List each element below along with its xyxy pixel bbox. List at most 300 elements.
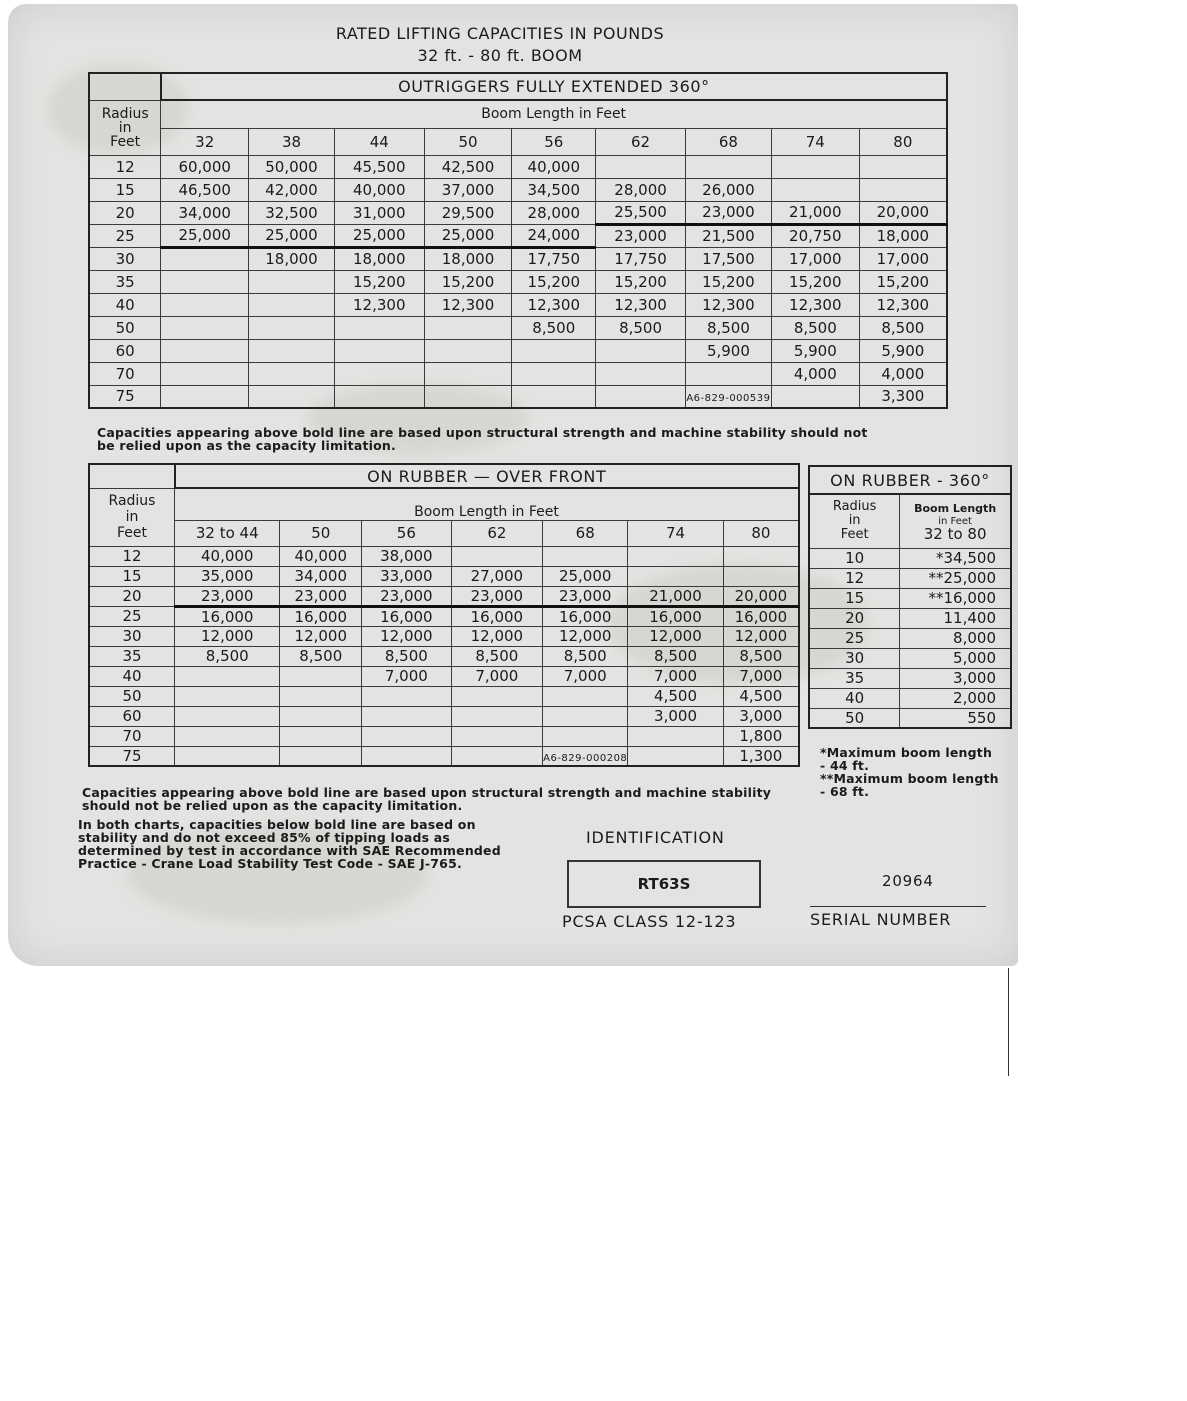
capacity-cell: 25,000 [334, 224, 424, 247]
capacity-cell: 5,900 [685, 339, 771, 362]
outriggers-note: Capacities appearing above bold line are based upon structural strength and machine stability should not be relied upon as the capacity limitation. [97, 425, 868, 453]
capacity-cell: 15,200 [512, 270, 596, 293]
radius-cell: 20 [809, 608, 900, 628]
radius-cell: 50 [89, 686, 175, 706]
capacity-cell [771, 155, 859, 178]
capacity-cell: 12,300 [512, 293, 596, 316]
capacity-cell [596, 362, 686, 385]
radius-cell: 12 [89, 546, 175, 566]
table-row [89, 546, 799, 566]
radius-cell: 50 [809, 708, 900, 728]
capacity-cell [249, 293, 335, 316]
capacity-cell [362, 726, 452, 746]
table-row [89, 224, 947, 247]
capacity-cell: 8,500 [723, 646, 799, 666]
capacity-cell [161, 339, 249, 362]
capacity-cell [362, 706, 452, 726]
table-row [89, 339, 947, 362]
capacity-cell: 15,200 [859, 270, 947, 293]
capacity-cell: 20,000 [859, 201, 947, 224]
over-front-title: ON RUBBER — OVER FRONT [175, 464, 799, 488]
capacity-cell: 29,500 [424, 201, 512, 224]
radius-label-in: in [848, 513, 861, 529]
radius-cell: 20 [89, 586, 175, 606]
capacity-cell: 1,800 [723, 726, 799, 746]
serial-number-value: 20964 [882, 872, 934, 890]
capacity-cell: 16,000 [628, 606, 723, 626]
table-row [89, 201, 947, 224]
capacity-cell: 8,500 [685, 316, 771, 339]
radius-label: Radius [832, 499, 877, 515]
capacity-cell: 23,000 [362, 586, 452, 606]
radius-cell: 35 [809, 668, 900, 688]
capacity-cell: 25,500 [596, 201, 686, 224]
capacity-cell [451, 686, 543, 706]
table-row [89, 178, 947, 201]
capacity-cell [543, 726, 628, 746]
table-row [809, 608, 1011, 628]
capacity-cell: 23,000 [175, 586, 280, 606]
capacity-cell [424, 339, 512, 362]
capacity-cell: 40,000 [175, 546, 280, 566]
capacity-cell: 12,000 [628, 626, 723, 646]
capacity-cell: 3,000 [900, 668, 1011, 688]
capacity-cell: 12,000 [175, 626, 280, 646]
table-row [89, 362, 947, 385]
outriggers-title: OUTRIGGERS FULLY EXTENDED 360° [161, 73, 947, 100]
capacity-cell: 32,500 [249, 201, 335, 224]
capacity-cell: 24,000 [512, 224, 596, 247]
table-row [89, 626, 799, 646]
capacity-cell: 8,500 [596, 316, 686, 339]
radius-label-in: in [125, 509, 139, 525]
capacity-cell [175, 706, 280, 726]
capacity-cell: 12,300 [771, 293, 859, 316]
capacity-cell: 5,900 [859, 339, 947, 362]
boom-length-column-header: 80 [859, 128, 947, 155]
table-row [89, 385, 947, 408]
capacity-cell: 16,000 [723, 606, 799, 626]
boom-range: 32 to 80 [923, 524, 987, 543]
capacity-cell: 20,750 [771, 224, 859, 247]
capacity-cell: 8,500 [362, 646, 452, 666]
reference-code: A6-829-000539 [686, 393, 771, 405]
capacity-cell [334, 339, 424, 362]
capacity-cell: 12,000 [543, 626, 628, 646]
capacity-cell [334, 362, 424, 385]
capacity-cell: 8,500 [280, 646, 362, 666]
capacity-cell: 46,500 [161, 178, 249, 201]
capacity-cell: 12,300 [424, 293, 512, 316]
capacity-cell: 7,000 [723, 666, 799, 686]
rubber-360-table [808, 465, 1012, 729]
radius-cell: 50 [89, 316, 161, 339]
footnotes [820, 746, 1000, 798]
radius-cell: 60 [89, 339, 161, 362]
capacity-cell: 8,500 [512, 316, 596, 339]
capacity-cell [161, 247, 249, 270]
capacity-cell: 3,000 [723, 706, 799, 726]
capacity-cell: 3,300 [859, 385, 947, 408]
capacity-cell [685, 155, 771, 178]
capacity-cell: 38,000 [362, 546, 452, 566]
identification-label: IDENTIFICATION [586, 828, 725, 847]
radius-cell: 15 [89, 566, 175, 586]
capacity-cell: 15,200 [771, 270, 859, 293]
table-row [89, 586, 799, 606]
radius-cell: 40 [89, 666, 175, 686]
over-front-table [88, 463, 800, 767]
capacity-cell: 20,000 [723, 586, 799, 606]
capacity-cell: 37,000 [424, 178, 512, 201]
capacity-cell [628, 746, 723, 766]
radius-cell: 15 [89, 178, 161, 201]
boom-length-column-header: 74 [628, 520, 723, 546]
capacity-cell [362, 686, 452, 706]
capacity-cell [512, 385, 596, 408]
radius-cell: 30 [89, 247, 161, 270]
table-row [89, 247, 947, 270]
capacity-cell: 8,500 [175, 646, 280, 666]
radius-cell: 12 [809, 568, 900, 588]
table-row [89, 746, 799, 766]
table-row [809, 688, 1011, 708]
radius-cell: 20 [89, 201, 161, 224]
capacity-cell: 17,750 [596, 247, 686, 270]
radius-cell: 10 [809, 548, 900, 568]
capacity-cell [249, 339, 335, 362]
capacity-cell: 4,500 [628, 686, 723, 706]
capacity-cell: 2,000 [900, 688, 1011, 708]
boom-length-column-header: 68 [543, 520, 628, 546]
capacity-cell: 15,200 [685, 270, 771, 293]
capacity-cell [543, 686, 628, 706]
pcsa-class: PCSA CLASS 12-123 [562, 912, 737, 931]
capacity-cell: 25,000 [543, 566, 628, 586]
capacity-cell [280, 686, 362, 706]
radius-cell: 40 [89, 293, 161, 316]
radius-label: Radius [101, 105, 149, 122]
capacity-cell: 7,000 [628, 666, 723, 686]
capacity-cell [543, 546, 628, 566]
boom-length-label: Boom Length [914, 501, 997, 515]
table-row [809, 568, 1011, 588]
capacity-cell: 4,500 [723, 686, 799, 706]
radius-cell: 60 [89, 706, 175, 726]
capacity-cell: 16,000 [543, 606, 628, 626]
capacity-cell [628, 726, 723, 746]
capacity-cell: 16,000 [175, 606, 280, 626]
capacity-cell: 34,000 [161, 201, 249, 224]
table-row [89, 566, 799, 586]
capacity-cell: 27,000 [451, 566, 543, 586]
capacity-cell: 34,000 [280, 566, 362, 586]
capacity-cell: 23,000 [280, 586, 362, 606]
table-row [809, 628, 1011, 648]
capacity-cell: 4,000 [771, 362, 859, 385]
capacity-cell [451, 746, 543, 766]
capacity-cell: 23,000 [543, 586, 628, 606]
radius-cell: 25 [809, 628, 900, 648]
radius-label: Radius [108, 493, 156, 509]
boom-length-column-header: 80 [723, 520, 799, 546]
capacity-cell: 11,400 [900, 608, 1011, 628]
capacity-cell [161, 270, 249, 293]
capacity-cell: 40,000 [280, 546, 362, 566]
capacity-cell: **25,000 [900, 568, 1011, 588]
boom-length-column-header: 50 [424, 128, 512, 155]
capacity-cell: 8,500 [859, 316, 947, 339]
boom-length-column-header: 56 [362, 520, 452, 546]
capacity-cell: 23,000 [685, 201, 771, 224]
capacity-cell: 17,000 [859, 247, 947, 270]
capacity-cell [249, 362, 335, 385]
capacity-cell [161, 316, 249, 339]
footnote-68ft: **Maximum boom length - 68 ft. [820, 771, 999, 799]
capacity-cell [859, 155, 947, 178]
reference-code: A6-829-000208 [543, 752, 628, 764]
capacity-cell: 40,000 [334, 178, 424, 201]
radius-cell: 75 [89, 385, 161, 408]
radius-header [89, 488, 175, 546]
boom-length-header: Boom Length in Feet [175, 488, 799, 520]
radius-label-feet: Feet [110, 133, 141, 150]
capacity-cell [512, 339, 596, 362]
capacity-cell [596, 339, 686, 362]
boom-length-column-header: 62 [451, 520, 543, 546]
capacity-cell [512, 362, 596, 385]
capacity-cell [161, 362, 249, 385]
capacity-cell: 12,300 [859, 293, 947, 316]
capacity-cell: 60,000 [161, 155, 249, 178]
capacity-cell: 21,000 [628, 586, 723, 606]
capacity-cell: 33,000 [362, 566, 452, 586]
capacity-cell: 15,200 [596, 270, 686, 293]
capacity-cell: 23,000 [451, 586, 543, 606]
capacity-cell: 26,000 [685, 178, 771, 201]
footnote-44ft: *Maximum boom length - 44 ft. [820, 745, 993, 773]
capacity-cell [161, 385, 249, 408]
capacity-cell: 7,000 [451, 666, 543, 686]
capacity-cell [249, 316, 335, 339]
capacity-cell [628, 546, 723, 566]
radius-cell: 30 [809, 648, 900, 668]
capacity-cell [280, 746, 362, 766]
capacity-cell: 1,300 [723, 746, 799, 766]
over-front-note: Capacities appearing above bold line are based upon structural strength and machine stability should not be relied upon as the capacity limitation. [82, 785, 772, 813]
capacity-cell: 12,000 [280, 626, 362, 646]
capacity-cell: 15,200 [424, 270, 512, 293]
capacity-cell: 12,000 [451, 626, 543, 646]
capacity-cell: 28,000 [512, 201, 596, 224]
radius-header [89, 100, 161, 155]
boom-length-column-header: 62 [596, 128, 686, 155]
table-row [89, 726, 799, 746]
capacity-cell [161, 293, 249, 316]
capacity-cell: 25,000 [424, 224, 512, 247]
capacity-cell: 17,500 [685, 247, 771, 270]
capacity-cell: 17,750 [512, 247, 596, 270]
capacity-cell: 12,000 [723, 626, 799, 646]
capacity-cell: 12,300 [685, 293, 771, 316]
table-row [809, 668, 1011, 688]
identification-box [567, 860, 761, 908]
capacity-cell: **16,000 [900, 588, 1011, 608]
boom-length-column-header: 32 to 44 [175, 520, 280, 546]
capacity-cell: 25,000 [249, 224, 335, 247]
boom-length-header: Boom Length in Feet [161, 100, 947, 128]
radius-cell: 12 [89, 155, 161, 178]
table-row [89, 706, 799, 726]
table-row [89, 316, 947, 339]
chart-title: RATED LIFTING CAPACITIES IN POUNDS [335, 24, 665, 43]
boom-length-column-header: 44 [334, 128, 424, 155]
capacity-cell [628, 566, 723, 586]
capacity-cell: 28,000 [596, 178, 686, 201]
capacity-cell: 40,000 [512, 155, 596, 178]
serial-number-label: SERIAL NUMBER [810, 910, 952, 929]
capacity-cell: 4,000 [859, 362, 947, 385]
capacity-cell: 8,500 [771, 316, 859, 339]
radius-label-in: in [118, 119, 132, 136]
capacity-cell: 16,000 [280, 606, 362, 626]
capacity-cell [424, 316, 512, 339]
capacity-cell: 18,000 [859, 224, 947, 247]
capacity-cell: 17,000 [771, 247, 859, 270]
capacity-cell: 7,000 [362, 666, 452, 686]
capacity-cell [362, 746, 452, 766]
capacity-cell [451, 546, 543, 566]
capacity-cell: 16,000 [362, 606, 452, 626]
capacity-cell: 45,500 [334, 155, 424, 178]
capacity-cell [334, 385, 424, 408]
capacity-cell: 21,500 [685, 224, 771, 247]
capacity-cell: 50,000 [249, 155, 335, 178]
table-row [809, 648, 1011, 668]
boom-length-header [900, 494, 1011, 548]
capacity-cell [596, 385, 686, 408]
radius-cell: 30 [89, 626, 175, 646]
radius-cell: 70 [89, 362, 161, 385]
capacity-cell [451, 726, 543, 746]
radius-header [809, 494, 900, 548]
stability-note: In both charts, capacities below bold line are based on stability and do not exceed 85% of tipping loads as determined by test in accordance with SAE Recommended Practice - Crane Load Stability Test Code - SAE J-765. [78, 817, 501, 871]
radius-cell: 40 [809, 688, 900, 708]
boom-length-unit: in Feet [938, 515, 972, 527]
capacity-cell [175, 726, 280, 746]
capacity-cell: 42,500 [424, 155, 512, 178]
capacity-cell: 12,300 [596, 293, 686, 316]
capacity-cell [334, 316, 424, 339]
capacity-cell [175, 666, 280, 686]
table-row [809, 708, 1011, 728]
boom-length-column-header: 38 [249, 128, 335, 155]
capacity-cell [859, 178, 947, 201]
radius-cell: 35 [89, 270, 161, 293]
capacity-cell [280, 666, 362, 686]
capacity-cell: 23,000 [596, 224, 686, 247]
radius-cell: 75 [89, 746, 175, 766]
capacity-cell: 8,500 [451, 646, 543, 666]
capacity-cell: 8,500 [628, 646, 723, 666]
capacity-cell [596, 155, 686, 178]
capacity-cell: 15,200 [334, 270, 424, 293]
capacity-cell: *34,500 [900, 548, 1011, 568]
table-row [89, 293, 947, 316]
capacity-cell: 25,000 [161, 224, 249, 247]
capacity-cell [249, 385, 335, 408]
capacity-cell [685, 362, 771, 385]
radius-label-feet: Feet [840, 527, 869, 543]
table-row [89, 606, 799, 626]
capacity-cell [723, 546, 799, 566]
capacity-cell [771, 385, 859, 408]
capacity-cell [424, 362, 512, 385]
capacity-cell [175, 746, 280, 766]
table-row [89, 270, 947, 293]
chart-subtitle: 32 ft. - 80 ft. BOOM [417, 46, 583, 65]
radius-cell: 25 [89, 606, 175, 626]
capacity-cell: 34,500 [512, 178, 596, 201]
capacity-cell [723, 566, 799, 586]
capacity-cell [771, 178, 859, 201]
radius-cell: 35 [89, 646, 175, 666]
table-row [89, 155, 947, 178]
capacity-cell [424, 385, 512, 408]
table-row [809, 588, 1011, 608]
capacity-cell [543, 746, 628, 766]
capacity-cell: 12,300 [334, 293, 424, 316]
table-row [809, 548, 1011, 568]
capacity-cell: 21,000 [771, 201, 859, 224]
boom-length-column-header: 56 [512, 128, 596, 155]
capacity-cell: 550 [900, 708, 1011, 728]
capacity-cell: 31,000 [334, 201, 424, 224]
boom-length-column-header: 74 [771, 128, 859, 155]
capacity-cell: 42,000 [249, 178, 335, 201]
boom-length-column-header: 68 [685, 128, 771, 155]
capacity-cell [685, 385, 771, 408]
table-row [89, 666, 799, 686]
serial-underline [810, 906, 986, 907]
capacity-cell [249, 270, 335, 293]
capacity-cell [280, 706, 362, 726]
capacity-cell: 8,500 [543, 646, 628, 666]
boom-length-column-header: 50 [280, 520, 362, 546]
capacity-cell: 18,000 [249, 247, 335, 270]
radius-cell: 25 [89, 224, 161, 247]
radius-cell: 70 [89, 726, 175, 746]
scan-edge-line [1008, 968, 1009, 1076]
capacity-cell [543, 706, 628, 726]
radius-cell: 15 [809, 588, 900, 608]
capacity-cell: 18,000 [334, 247, 424, 270]
capacity-cell: 7,000 [543, 666, 628, 686]
capacity-cell: 18,000 [424, 247, 512, 270]
table-row [89, 686, 799, 706]
capacity-cell: 3,000 [628, 706, 723, 726]
rubber-360-title: ON RUBBER - 360° [809, 466, 1011, 494]
capacity-cell: 35,000 [175, 566, 280, 586]
capacity-cell [451, 706, 543, 726]
capacity-cell [175, 686, 280, 706]
table-row [89, 646, 799, 666]
capacity-cell: 12,000 [362, 626, 452, 646]
capacity-cell [280, 726, 362, 746]
capacity-cell: 5,900 [771, 339, 859, 362]
radius-label-feet: Feet [117, 525, 148, 541]
outriggers-table [88, 72, 948, 409]
